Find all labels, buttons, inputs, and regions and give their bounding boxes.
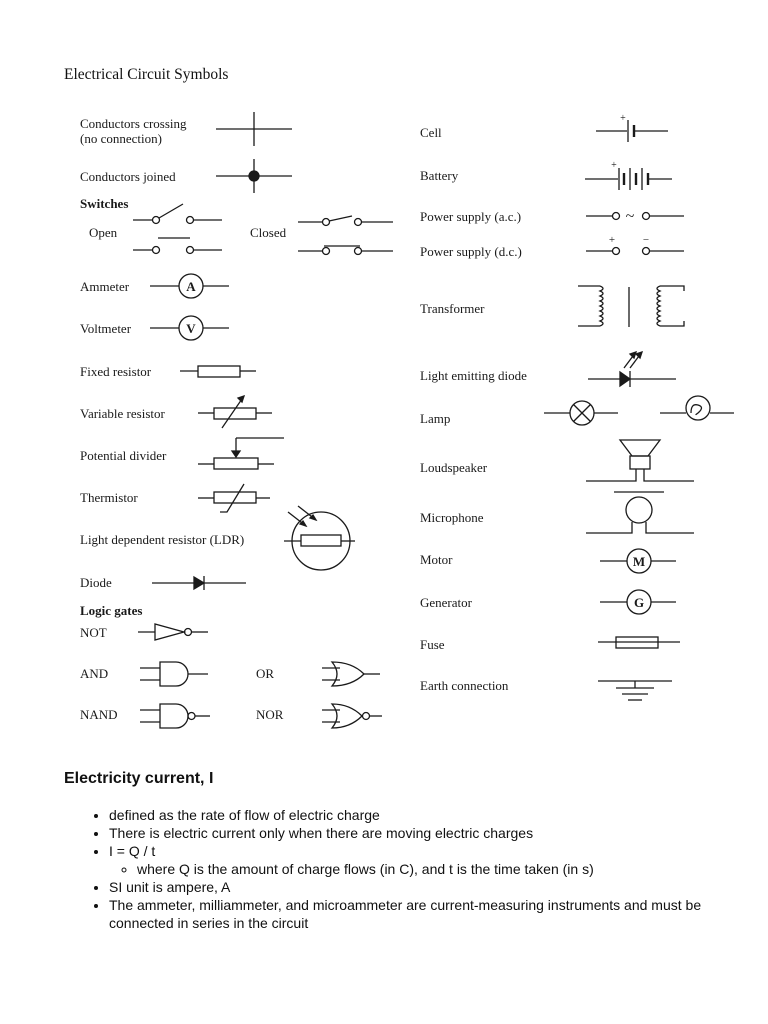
fuse-symbol: [598, 637, 680, 648]
generator-symbol: [600, 590, 676, 614]
page-title: Electrical Circuit Symbols: [64, 66, 229, 83]
label-voltmeter: Voltmeter: [80, 321, 132, 336]
label-closed: Closed: [250, 225, 287, 240]
transformer-symbol: [578, 286, 684, 327]
label-open: Open: [89, 225, 118, 240]
sub-bullet-list: [109, 860, 744, 878]
ldr-symbol: [284, 506, 355, 570]
voltmeter-glyph: V: [186, 321, 196, 336]
fixed-resistor-symbol: [180, 366, 256, 377]
bullet-list: [64, 806, 744, 932]
label-thermistor: Thermistor: [80, 490, 138, 505]
ac-tilde-glyph: ~: [625, 208, 635, 225]
label-potential-divider: Potential divider: [80, 448, 167, 463]
label-led: Light emitting diode: [420, 368, 527, 383]
conductors-crossing-symbol: [216, 112, 292, 146]
conductors-joined-symbol: [216, 159, 292, 193]
cell-symbol: [596, 113, 668, 142]
ps-ac-symbol: [586, 208, 684, 225]
cell-plus-glyph: +: [620, 113, 626, 124]
label-no-connection: (no connection): [80, 131, 162, 146]
switch-open-symbol: [133, 204, 222, 254]
sub-list-item: ◦ where Q is the amount of charge flows (in C), and t is the time taken (in s): [137, 860, 744, 878]
motor-glyph: M: [632, 554, 646, 569]
ammeter-glyph: A: [186, 279, 196, 294]
generator-glyph: G: [633, 595, 645, 610]
list-item: • defined as the rate of flow of electric charge: [109, 806, 744, 824]
switch-closed-symbol: [298, 216, 393, 255]
current-section: [64, 770, 744, 932]
label-conductors-joined: Conductors joined: [80, 169, 176, 184]
label-conductors-crossing: Conductors crossing: [80, 116, 187, 131]
nand-gate-symbol: [140, 704, 210, 728]
label-variable-resistor: Variable resistor: [80, 406, 165, 421]
label-earth: Earth connection: [420, 678, 509, 693]
label-switches: Switches: [80, 196, 129, 211]
motor-symbol: [600, 549, 676, 573]
thermistor-symbol: [198, 484, 270, 512]
label-transformer: Transformer: [420, 301, 485, 316]
label-or: OR: [256, 666, 275, 681]
label-nand: NAND: [80, 707, 118, 722]
led-symbol: [588, 352, 676, 387]
battery-plus-glyph: +: [611, 160, 617, 171]
diode-symbol: [152, 576, 246, 590]
nor-gate-symbol: [322, 704, 382, 728]
dc-plus-glyph: +: [608, 234, 616, 246]
label-not: NOT: [80, 625, 107, 640]
label-ldr: Light dependent resistor (LDR): [80, 532, 245, 547]
and-gate-symbol: [140, 662, 208, 686]
variable-resistor-symbol: [198, 396, 272, 428]
label-logic-gates: Logic gates: [80, 603, 143, 618]
loudspeaker-symbol: [586, 440, 694, 481]
lamp-cross-symbol: [544, 401, 618, 425]
potential-divider-symbol: [198, 438, 284, 469]
microphone-symbol: [586, 492, 694, 533]
label-ammeter: Ammeter: [80, 279, 130, 294]
label-ps-dc: Power supply (d.c.): [420, 244, 522, 259]
label-battery: Battery: [420, 168, 459, 183]
battery-symbol: [585, 160, 672, 190]
formula-text: I = Q / t: [109, 843, 156, 859]
label-microphone: Microphone: [420, 510, 484, 525]
label-motor: Motor: [420, 552, 453, 567]
label-fixed-resistor: Fixed resistor: [80, 364, 152, 379]
list-item: • There is electric current only when there are moving electric charges: [109, 824, 744, 842]
dc-minus-glyph: −: [642, 234, 650, 246]
ammeter-symbol: [150, 274, 229, 298]
list-item: • The ammeter, milliammeter, and microammeter are current-measuring instruments and must be connected in series in the circuit: [109, 896, 744, 932]
label-diode: Diode: [80, 575, 112, 590]
label-nor: NOR: [256, 707, 284, 722]
or-gate-symbol: [322, 662, 380, 686]
voltmeter-symbol: [150, 316, 229, 340]
lamp-filament-symbol: [660, 396, 734, 420]
label-fuse: Fuse: [420, 637, 445, 652]
not-gate-symbol: [138, 624, 208, 640]
label-cell: Cell: [420, 125, 442, 140]
label-ps-ac: Power supply (a.c.): [420, 209, 522, 224]
earth-symbol: [598, 681, 672, 700]
label-lamp: Lamp: [420, 411, 451, 426]
list-item: • SI unit is ampere, A: [109, 878, 744, 896]
ps-dc-symbol: [586, 234, 684, 255]
label-generator: Generator: [420, 595, 472, 610]
label-and: AND: [80, 666, 109, 681]
list-item: [109, 842, 744, 878]
label-loudspeaker: Loudspeaker: [420, 460, 488, 475]
section-heading: Electricity current, I: [64, 770, 214, 787]
